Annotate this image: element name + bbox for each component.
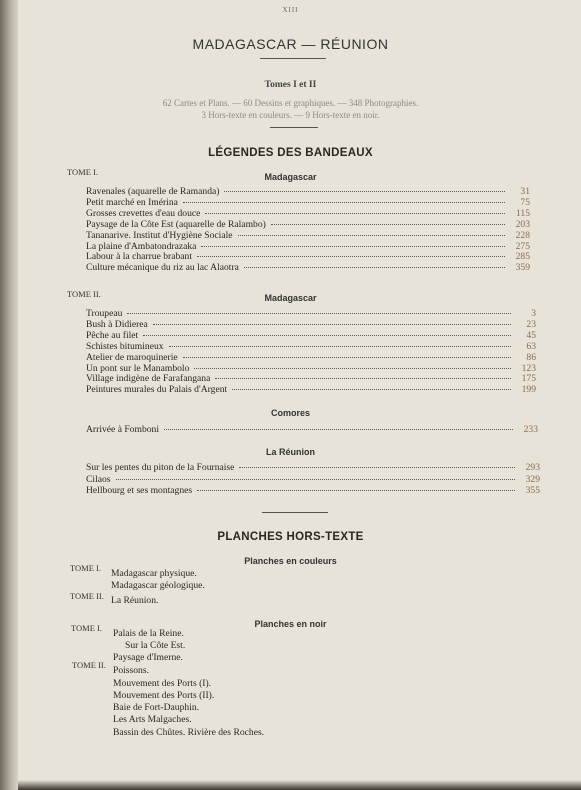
section-rule — [262, 512, 328, 513]
entry-page-number: 359 — [515, 262, 530, 274]
couleurs-tome1-label: TOME I. — [70, 563, 102, 573]
legend-entry — [86, 208, 530, 219]
entry-page-number: 75 — [520, 196, 530, 208]
legend-entry — [86, 319, 536, 330]
dot-leader — [143, 335, 511, 336]
noir-tome2-item: Les Arts Malgaches. — [113, 714, 192, 725]
noir-tome1-label: TOME I. — [71, 623, 103, 633]
entry-page-number: 86 — [526, 351, 536, 363]
entry-title: Peintures murales du Palais d'Argent — [86, 384, 228, 396]
dot-leader — [205, 213, 505, 214]
legend-entry — [86, 363, 536, 374]
comores-title: Comores — [270, 408, 310, 418]
legend-entry — [86, 186, 530, 197]
noir-tome1-item: Paysage d'Imerne. — [113, 652, 183, 663]
tome2-label: TOME II. — [67, 289, 101, 299]
planches-title: PLANCHES HORS-TEXTE — [217, 531, 364, 543]
entry-title: Sur les pentes du piton de la Fournaise — [86, 462, 235, 473]
dot-leader — [244, 267, 505, 268]
stats-line-2: 3 Hors-texte en couleurs. — 9 Hors-texte en noir. — [201, 110, 380, 120]
legend-entry — [86, 230, 530, 241]
entry-page-number: 228 — [515, 229, 530, 241]
dot-leader — [164, 429, 513, 430]
legends-title: LÉGENDES DES BANDEAUX — [208, 147, 373, 159]
entry-title: Labour à la charrue brabant — [86, 251, 193, 263]
entry-title: Atelier de maroquinerie — [86, 351, 178, 363]
entry-title: Tananarive. Institut d'Hygiène Sociale — [86, 229, 233, 241]
entry-page-number: 203 — [515, 218, 530, 230]
entry-page-number: 23 — [526, 318, 536, 330]
legend-entry — [86, 219, 530, 230]
entry-title: Un pont sur le Manambolo — [86, 362, 190, 374]
page-folio: XIII — [282, 6, 299, 14]
noir-tome2-item: Mouvement des Ports (I). — [113, 678, 212, 689]
stats-line-1: 62 Cartes et Plans. — 60 Dessins et graphiques. — 348 Photographies. — [162, 98, 419, 108]
page-title: MADAGASCAR — RÉUNION — [192, 36, 389, 52]
dot-leader — [116, 479, 515, 480]
couleurs-tome2-label: TOME II. — [70, 591, 104, 601]
noir-tome1-item: Palais de la Reine. — [113, 628, 184, 639]
entry-title: Cilaos — [86, 473, 111, 485]
stats-rule — [270, 127, 318, 128]
noir-tome2-item: Mouvement des Ports (II). — [113, 690, 215, 701]
couleurs-tome1-item: Madagascar physique. — [111, 568, 197, 579]
entry-title: Paysage de la Côte Est (aquarelle de Ralambo) — [86, 218, 266, 230]
entry-title: Hellbourg et ses montagnes — [86, 485, 193, 496]
entry-title: Arrivée à Fomboni — [86, 424, 160, 435]
legend-entry — [86, 341, 536, 352]
title-rule — [260, 58, 326, 59]
entry-page-number: 115 — [515, 207, 530, 219]
tome1-region-title: Madagascar — [264, 172, 317, 182]
legend-entry — [86, 330, 536, 341]
dot-leader — [215, 378, 511, 379]
noir-tome2-item: Poissons. — [113, 665, 149, 676]
legend-entry — [86, 251, 530, 262]
dot-leader — [197, 490, 515, 491]
entry-title: Troupeau — [86, 308, 123, 319]
dot-leader — [194, 368, 511, 369]
entry-page-number: 199 — [521, 384, 536, 396]
legend-entry — [86, 373, 536, 384]
noir-tome2-item: Baie de Fort-Dauphin. — [113, 702, 200, 713]
legend-entry — [86, 197, 530, 208]
entry-title: La plaine d'Ambatondrazaka — [86, 240, 197, 252]
noir-tome2-label: TOME II. — [72, 660, 106, 670]
legend-entry — [86, 462, 540, 473]
entry-title: Grosses crevettes d'eau douce — [86, 207, 201, 219]
entry-page-number: 233 — [523, 424, 538, 435]
page-bottom-edge — [18, 780, 581, 790]
entry-page-number: 355 — [525, 485, 540, 496]
entry-title: Village indigène de Farafangana — [86, 373, 211, 385]
entry-page-number: 175 — [521, 373, 536, 385]
dot-leader — [153, 324, 511, 325]
legend-entry — [86, 262, 530, 273]
entry-page-number: 31 — [520, 186, 530, 197]
entry-title: Schistes bitumineux — [86, 340, 164, 352]
legend-entry — [86, 308, 536, 319]
dot-leader — [169, 346, 511, 347]
entry-page-number: 3 — [531, 308, 536, 319]
entry-title: Pêche au filet — [86, 329, 139, 341]
entry-title: Petit marché en Imérina — [86, 196, 178, 208]
dot-leader — [183, 357, 511, 358]
entry-page-number: 329 — [525, 473, 540, 485]
legend-entry — [86, 352, 536, 363]
entry-page-number: 275 — [515, 240, 530, 252]
legend-entry — [86, 384, 536, 395]
dot-leader — [201, 246, 505, 247]
entry-title: Culture mécanique du riz au lac Alaotra — [86, 262, 239, 274]
planches-couleurs-title: Planches en couleurs — [244, 556, 337, 566]
legend-entry — [86, 485, 540, 496]
entry-page-number: 123 — [521, 362, 536, 374]
noir-tome2-item: Bassin des Chûtes. Rivière des Roches. — [113, 727, 265, 738]
entry-title: Ravenales (aquarelle de Ramanda) — [86, 186, 220, 197]
dot-leader — [127, 313, 511, 314]
tome2-region-title: Madagascar — [264, 293, 317, 303]
dot-leader — [183, 202, 505, 203]
entry-page-number: 63 — [526, 340, 536, 352]
tome1-label: TOME I. — [67, 167, 99, 177]
legend-entry — [86, 424, 538, 435]
legend-entry — [86, 474, 540, 485]
dot-leader — [239, 467, 515, 468]
dot-leader — [224, 191, 505, 192]
dot-leader — [197, 256, 505, 257]
planches-noir-title: Planches en noir — [254, 619, 327, 629]
couleurs-tome2-item: La Réunion. — [111, 595, 159, 606]
entry-title: Bush à Didierea — [86, 318, 148, 330]
noir-tome1-item: Sur la Côte Est. — [125, 640, 186, 651]
reunion-title: La Réunion — [266, 447, 315, 457]
entry-page-number: 285 — [515, 251, 530, 263]
dot-leader — [271, 224, 505, 225]
entry-page-number: 45 — [526, 329, 536, 341]
tomes-heading: Tomes I et II — [264, 80, 317, 90]
dot-leader — [238, 235, 505, 236]
legend-entry — [86, 241, 530, 252]
dot-leader — [232, 389, 511, 390]
couleurs-tome1-item: Madagascar géologique. — [111, 580, 205, 591]
entry-page-number: 293 — [525, 462, 540, 473]
